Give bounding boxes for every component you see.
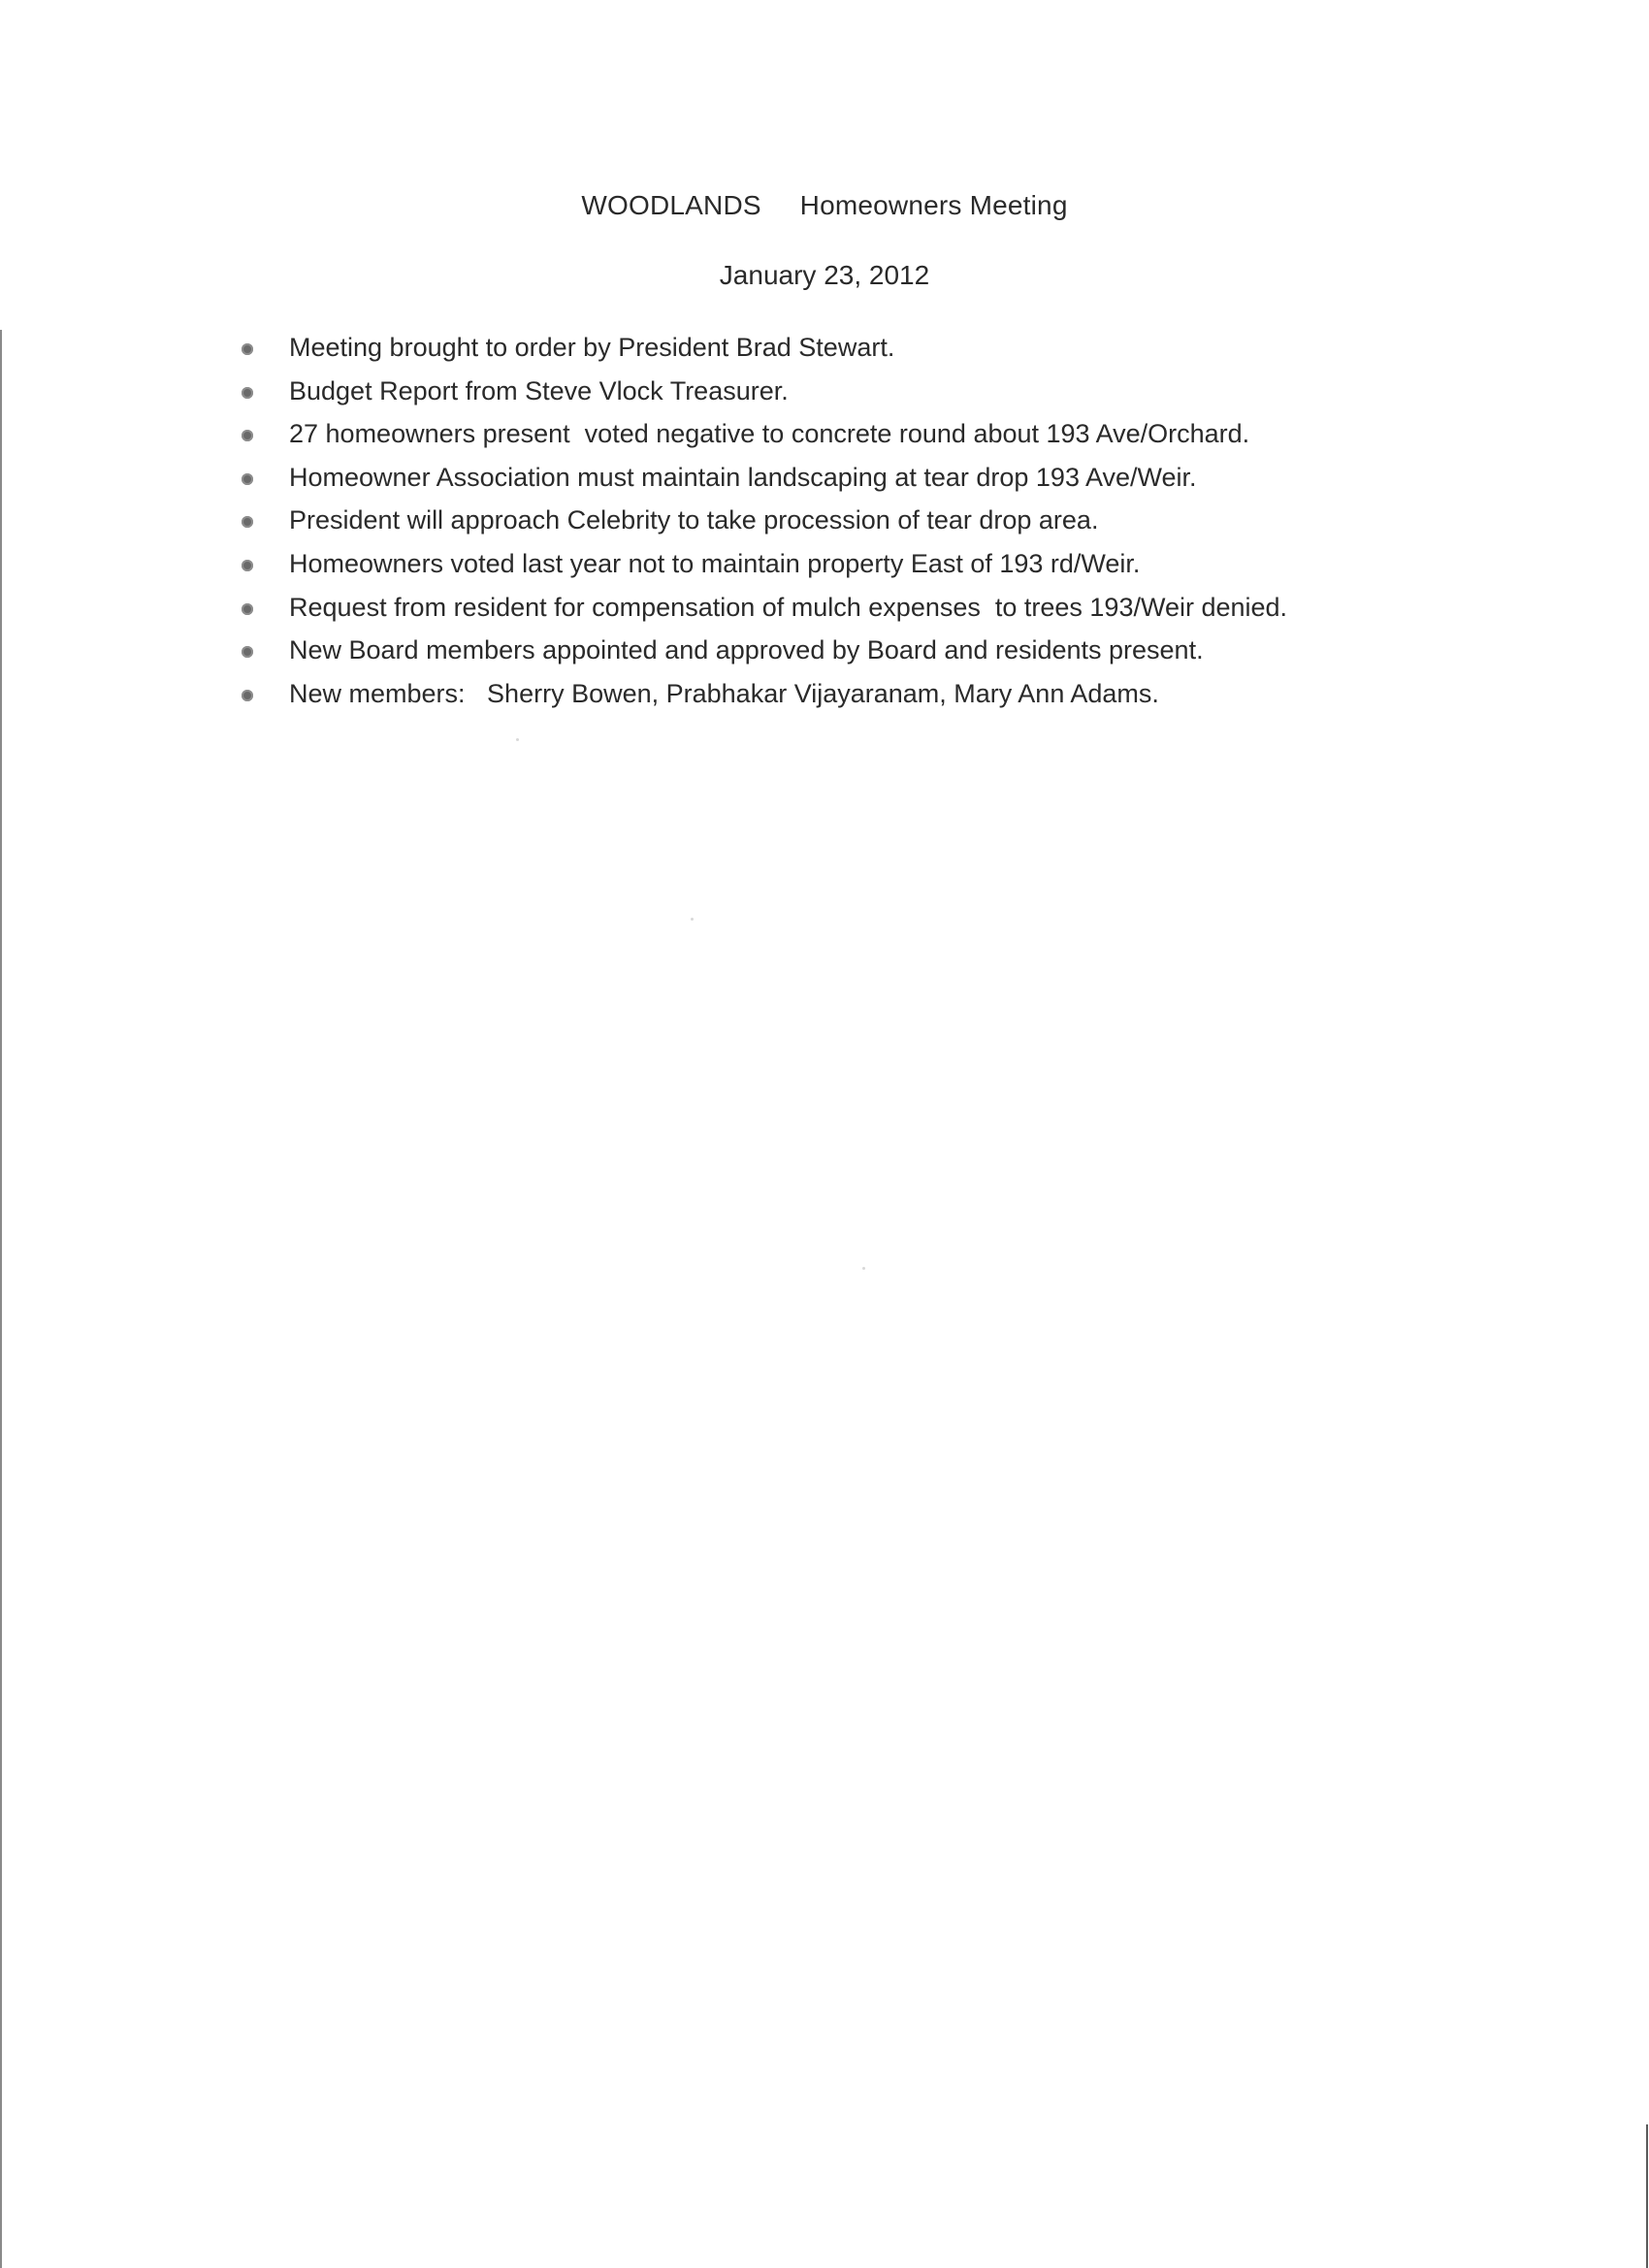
- scan-speck: [516, 738, 519, 741]
- minutes-item: [239, 373, 1500, 417]
- bullet-icon: [242, 387, 253, 399]
- minutes-item: [239, 330, 1500, 373]
- minutes-item: [239, 416, 1500, 460]
- scan-edge-left: [0, 330, 2, 2268]
- scan-edge-right: [1646, 2124, 1648, 2268]
- bullet-icon: [242, 473, 253, 485]
- bullet-icon: [242, 646, 253, 658]
- bullet-icon: [242, 690, 253, 701]
- minutes-item-text: President will approach Celebrity to take procession of tear drop area.: [289, 505, 1099, 535]
- bullet-icon: [242, 343, 253, 355]
- minutes-item-text: Homeowner Association must maintain landscaping at tear drop 193 Ave/Weir.: [289, 462, 1197, 492]
- document-title: WOODLANDS Homeowners Meeting: [581, 190, 1068, 220]
- bullet-icon: [242, 516, 253, 528]
- minutes-item-text: New Board members appointed and approved by Board and residents present.: [289, 635, 1204, 665]
- minutes-item: [239, 502, 1500, 546]
- bullet-icon: [242, 430, 253, 441]
- minutes-item-text: 27 homeowners present voted negative to concrete round about 193 Ave/Orchard.: [289, 419, 1250, 449]
- scan-speck: [691, 918, 694, 921]
- meeting-date: January 23, 2012: [719, 260, 930, 290]
- minutes-item-text: Budget Report from Steve Vlock Treasurer.: [289, 375, 789, 405]
- minutes-item: [239, 676, 1500, 720]
- minutes-item: [239, 546, 1500, 590]
- bullet-icon: [242, 560, 253, 571]
- minutes-item: [239, 590, 1500, 633]
- minutes-item: [239, 632, 1500, 676]
- minutes-item-text: New members: Sherry Bowen, Prabhakar Vijayaranam, Mary Ann Adams.: [289, 678, 1159, 708]
- minutes-item-text: Meeting brought to order by President Brad Stewart.: [289, 333, 895, 362]
- minutes-item: [239, 460, 1500, 503]
- minutes-item-text: Request from resident for compensation of mulch expenses to trees 193/Weir denied.: [289, 592, 1288, 622]
- meeting-minutes-list: [239, 330, 1500, 719]
- bullet-icon: [242, 603, 253, 615]
- scan-speck: [862, 1267, 865, 1270]
- minutes-item-text: Homeowners voted last year not to maintain property East of 193 rd/Weir.: [289, 548, 1141, 578]
